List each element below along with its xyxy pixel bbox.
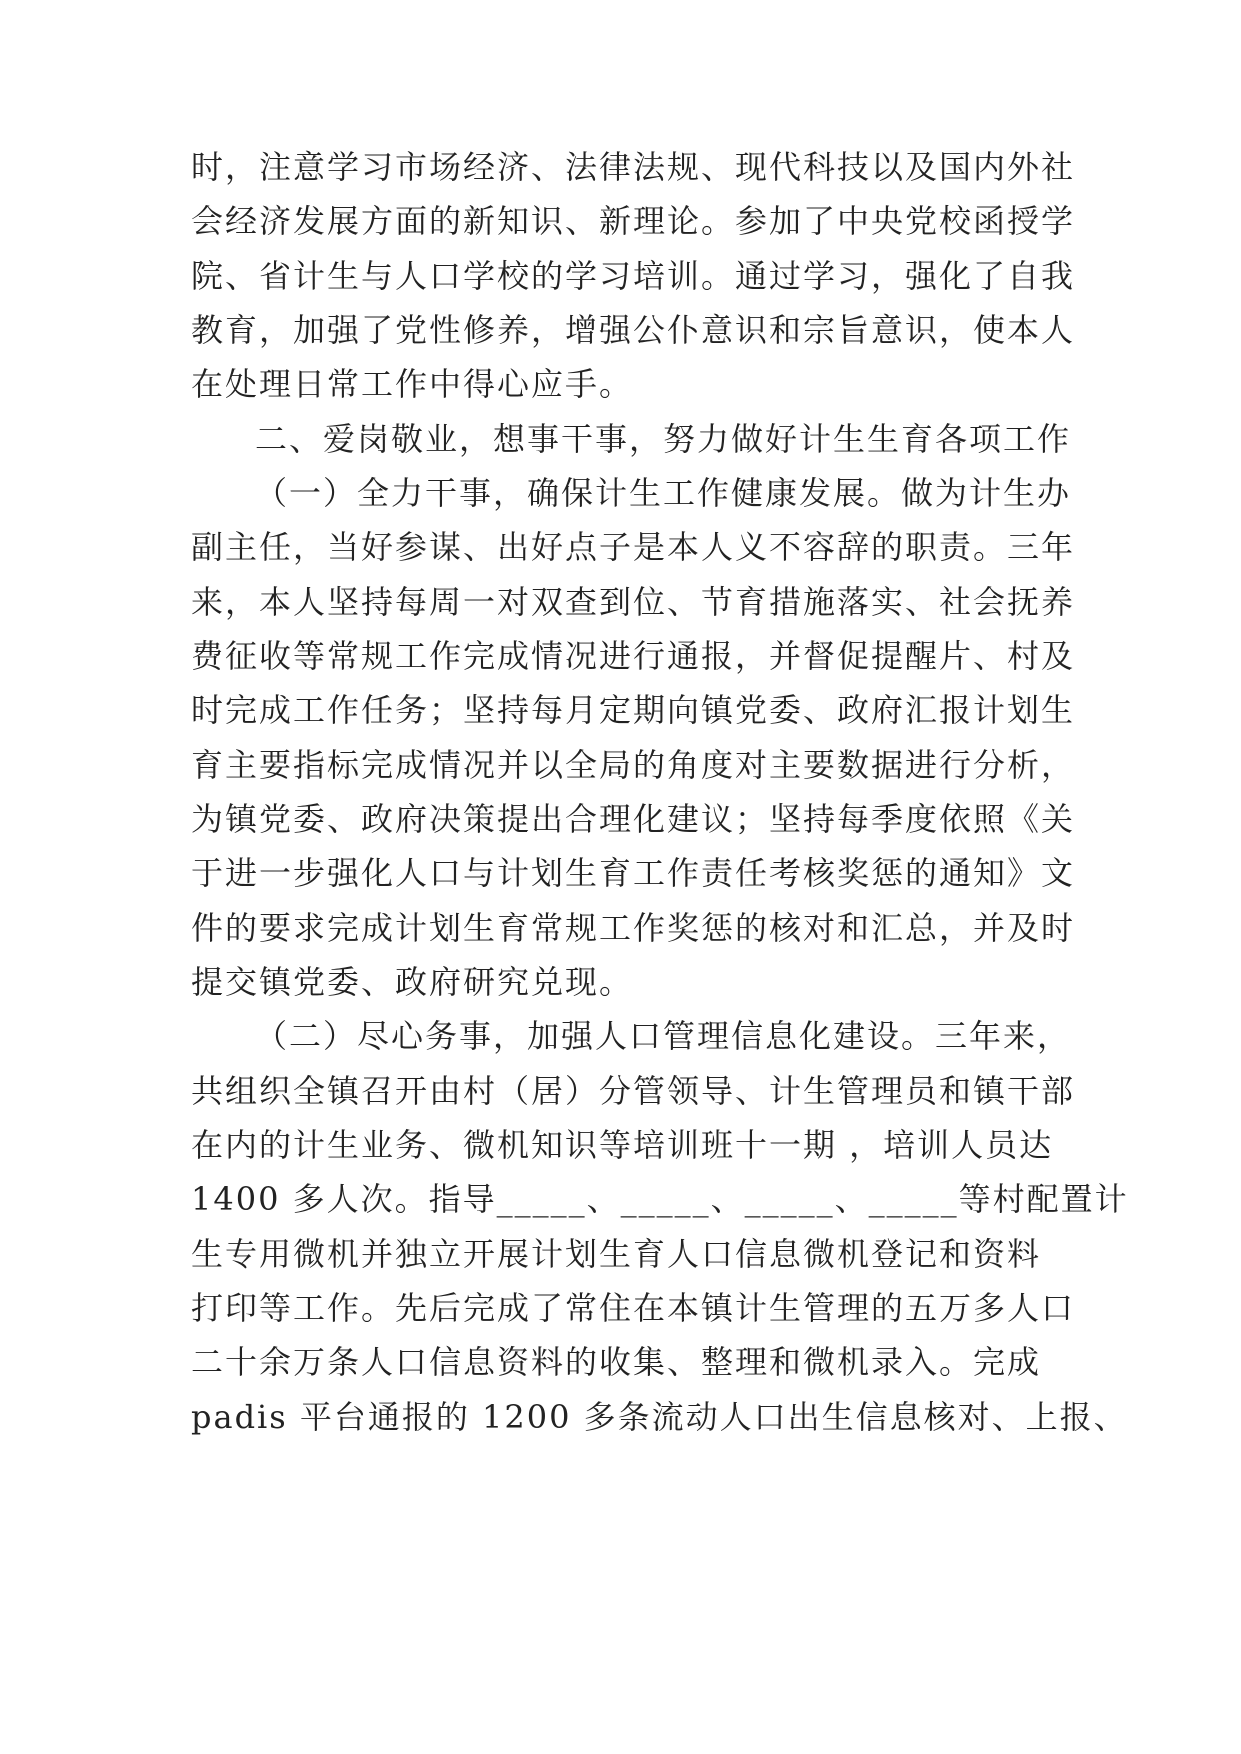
section-heading: 二、爱岗敬业，想事干事，努力做好计生生育各项工作 [255,420,1072,458]
text-line-8: 副主任，当好参谋、出好点子是本人义不容辞的职责。三年 [191,528,1076,566]
text-line-12: 育主要指标完成情况并以全局的角度对主要数据进行分析， [191,746,1076,784]
text-line-13: 为镇党委、政府决策提出合理化建议；坚持每季度依照《关 [191,800,1076,838]
text-line-18: 共组织全镇召开由村（居）分管领导、计生管理员和镇干部 [191,1072,1076,1110]
text-line-16: 提交镇党委、政府研究兑现。 [191,963,634,1001]
subsection-heading-1: （一）全力干事，确保计生工作健康发展。做为计生办 [255,474,1072,512]
text-line-2: 会经济发展方面的新知识、新理论。参加了中央党校函授学 [191,202,1076,240]
text-line-10: 费征收等常规工作完成情况进行通报，并督促提醒片、村及 [191,637,1076,675]
subsection-heading-2: （二）尽心务事，加强人口管理信息化建设。三年来， [255,1017,1072,1055]
text-line-24: padis 平台通报的 1200 多条流动人口出生信息核对、上报、 [191,1398,1128,1436]
text-line-20: 1400 多人次。指导_____、_____、_____、_____等村配置计 [191,1180,1129,1218]
text-line-14: 于进一步强化人口与计划生育工作责任考核奖惩的通知》文 [191,854,1076,892]
text-line-3: 院、省计生与人口学校的学习培训。通过学习，强化了自我 [191,257,1076,295]
text-line-22: 打印等工作。先后完成了常住在本镇计生管理的五万多人口 [191,1289,1076,1327]
text-line-11: 时完成工作任务；坚持每月定期向镇党委、政府汇报计划生 [191,691,1076,729]
text-line-15: 件的要求完成计划生育常规工作奖惩的核对和汇总，并及时 [191,909,1076,947]
text-line-9: 来，本人坚持每周一对双查到位、节育措施落实、社会抚养 [191,583,1076,621]
text-line-21: 生专用微机并独立开展计划生育人口信息微机登记和资料 [191,1235,1042,1273]
text-line-5: 在处理日常工作中得心应手。 [191,365,634,403]
text-line-23: 二十余万条人口信息资料的收集、整理和微机录入。完成 [191,1343,1042,1381]
text-line-19: 在内的计生业务、微机知识等培训班十一期 ，培训人员达 [191,1126,1054,1164]
text-line-4: 教育，加强了党性修养，增强公仆意识和宗旨意识，使本人 [191,311,1076,349]
text-line-1: 时，注意学习市场经济、法律法规、现代科技以及国内外社 [191,148,1076,186]
